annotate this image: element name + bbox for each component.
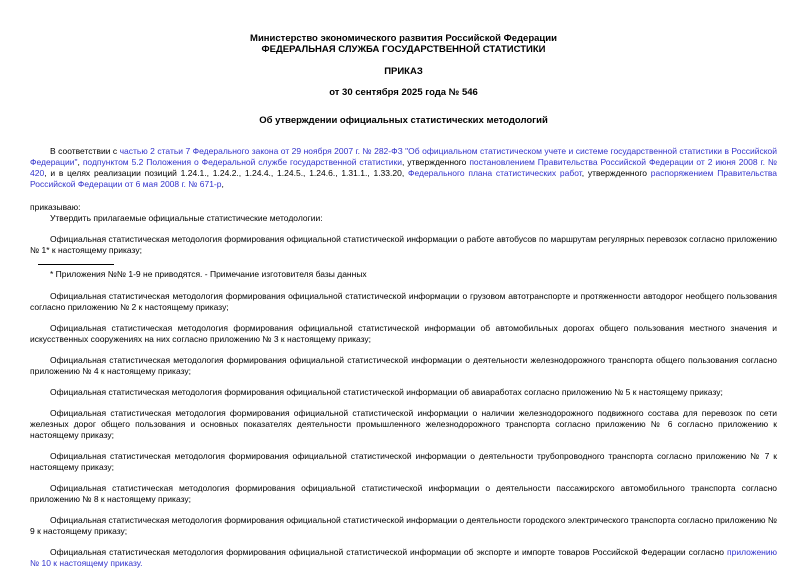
doc-title: Об утверждении официальных статистических методологий (259, 115, 548, 126)
document-body (30, 146, 777, 569)
methodology-item (30, 387, 777, 398)
document-header (30, 33, 777, 126)
preamble-paragraph (30, 146, 777, 190)
doc-link[interactable]: приложению № 10 к настоящему приказу. (30, 547, 777, 568)
doc-text: В соответствии с (50, 146, 120, 156)
methodology-item (30, 483, 777, 505)
doc-link[interactable]: постановлением Правительства Российской Федерации от 2 июня 2008 г. № 420 (30, 157, 777, 178)
methodology-item (30, 323, 777, 345)
doc-text: , утвержденного (401, 157, 470, 167)
doc-text: Официальная статистическая методология формирования официальной статистической информации о деятельности железнодорожного транспорта общего пользования согласно приложению № 4 к настоящему приказу; (30, 355, 777, 376)
approve-line: Утвердить прилагаемые официальные статистические методологии: (50, 213, 323, 223)
methodology-item (30, 355, 777, 377)
doc-link[interactable]: подпунктом 5.2 Положения о Федеральной службе государственной статистики (82, 157, 402, 167)
service-name: ФЕДЕРАЛЬНАЯ СЛУЖБА ГОСУДАРСТВЕННОЙ СТАТИСТИКИ (261, 44, 546, 55)
doc-text: Официальная статистическая методология формирования официальной статистической информации о грузовом автотранспорте и протяженности автодорог необщего пользования согласно приложению № 2 к настоящему приказу; (30, 291, 777, 312)
doc-text: Официальная статистическая методология формирования официальной статистической информации о деятельности трубопроводного транспорта согласно приложению № 7 к настоящему приказу; (30, 451, 777, 472)
doc-text: , и в целях реализации позиций 1.24.1., 1.24.2., 1.24.4., 1.24.5., 1.24.6., 1.31.1., 1.33.20, (44, 168, 408, 178)
ministry-name: Министерство экономического развития Российской Федерации (250, 33, 557, 44)
methodology-item (30, 291, 777, 313)
methodology-item (30, 234, 777, 256)
footnote-rule (38, 264, 114, 265)
doc-text: Официальная статистическая методология формирования официальной статистической информации об автомобильных дорогах общего пользования местного значения и искусственных сооружениях на них согласно приложению № 3 к настоящему приказу; (30, 323, 777, 344)
doc-text: Официальная статистическая методология формирования официальной статистической информации об авиаработах согласно приложению № 5 к настоящему приказу; (50, 387, 723, 397)
doc-link[interactable]: частью 2 статьи 7 Федерального закона от 29 ноября 2007 г. № 282-ФЗ "Об официальном статистическом учете и системе государственной статистики в Российской Федерации" (30, 146, 777, 167)
doc-link[interactable]: Федерального плана статистических работ (407, 168, 582, 178)
doc-text: Официальная статистическая методология формирования официальной статистической информации о деятельности пассажирского автомобильного транспорта согласно приложению № 8 к настоящему приказу; (30, 483, 777, 504)
footnote-text: * Приложения №№ 1-9 не приводятся. - Примечание изготовителя базы данных (50, 269, 367, 279)
doc-text: , утвержденного (581, 168, 651, 178)
methodology-item (30, 408, 777, 441)
doc-text: Официальная статистическая методология формирования официальной статистической информации о работе автобусов по маршрутам регулярных перевозок согласно приложению № 1* к настоящему приказу; (30, 234, 777, 255)
methodology-item (30, 451, 777, 473)
items-list (30, 291, 777, 569)
doc-text: , (77, 157, 83, 167)
doc-link[interactable]: распоряжением Правительства Российской Федерации от 6 мая 2008 г. № 671-р (30, 168, 778, 189)
doc-type: ПРИКАЗ (384, 66, 423, 77)
doc-text: Официальная статистическая методология формирования официальной статистической информации об экспорте и импорте товаров Российской Федерации согласно (50, 547, 727, 557)
doc-text: Официальная статистическая методология формирования официальной статистической информации о наличии железнодорожного подвижного состава для перевозок по сети железных дорог общего пользования и основных показателях деятельности промышленного железнодорожного транспорта согласно приложению № 6 согласно приложению к настоящему приказу; (30, 408, 777, 440)
doc-text: , (221, 179, 224, 189)
items-before-footnote (30, 234, 777, 256)
doc-text: Официальная статистическая методология формирования официальной статистической информации о деятельности городского электрического транспорта согласно приложению № 9 к настоящему приказу; (30, 515, 778, 536)
footnote-block (30, 264, 777, 280)
order-word: приказываю: (30, 202, 81, 212)
methodology-item (30, 515, 777, 537)
methodology-item (30, 547, 777, 569)
doc-date-number: от 30 сентября 2025 года № 546 (329, 87, 478, 98)
